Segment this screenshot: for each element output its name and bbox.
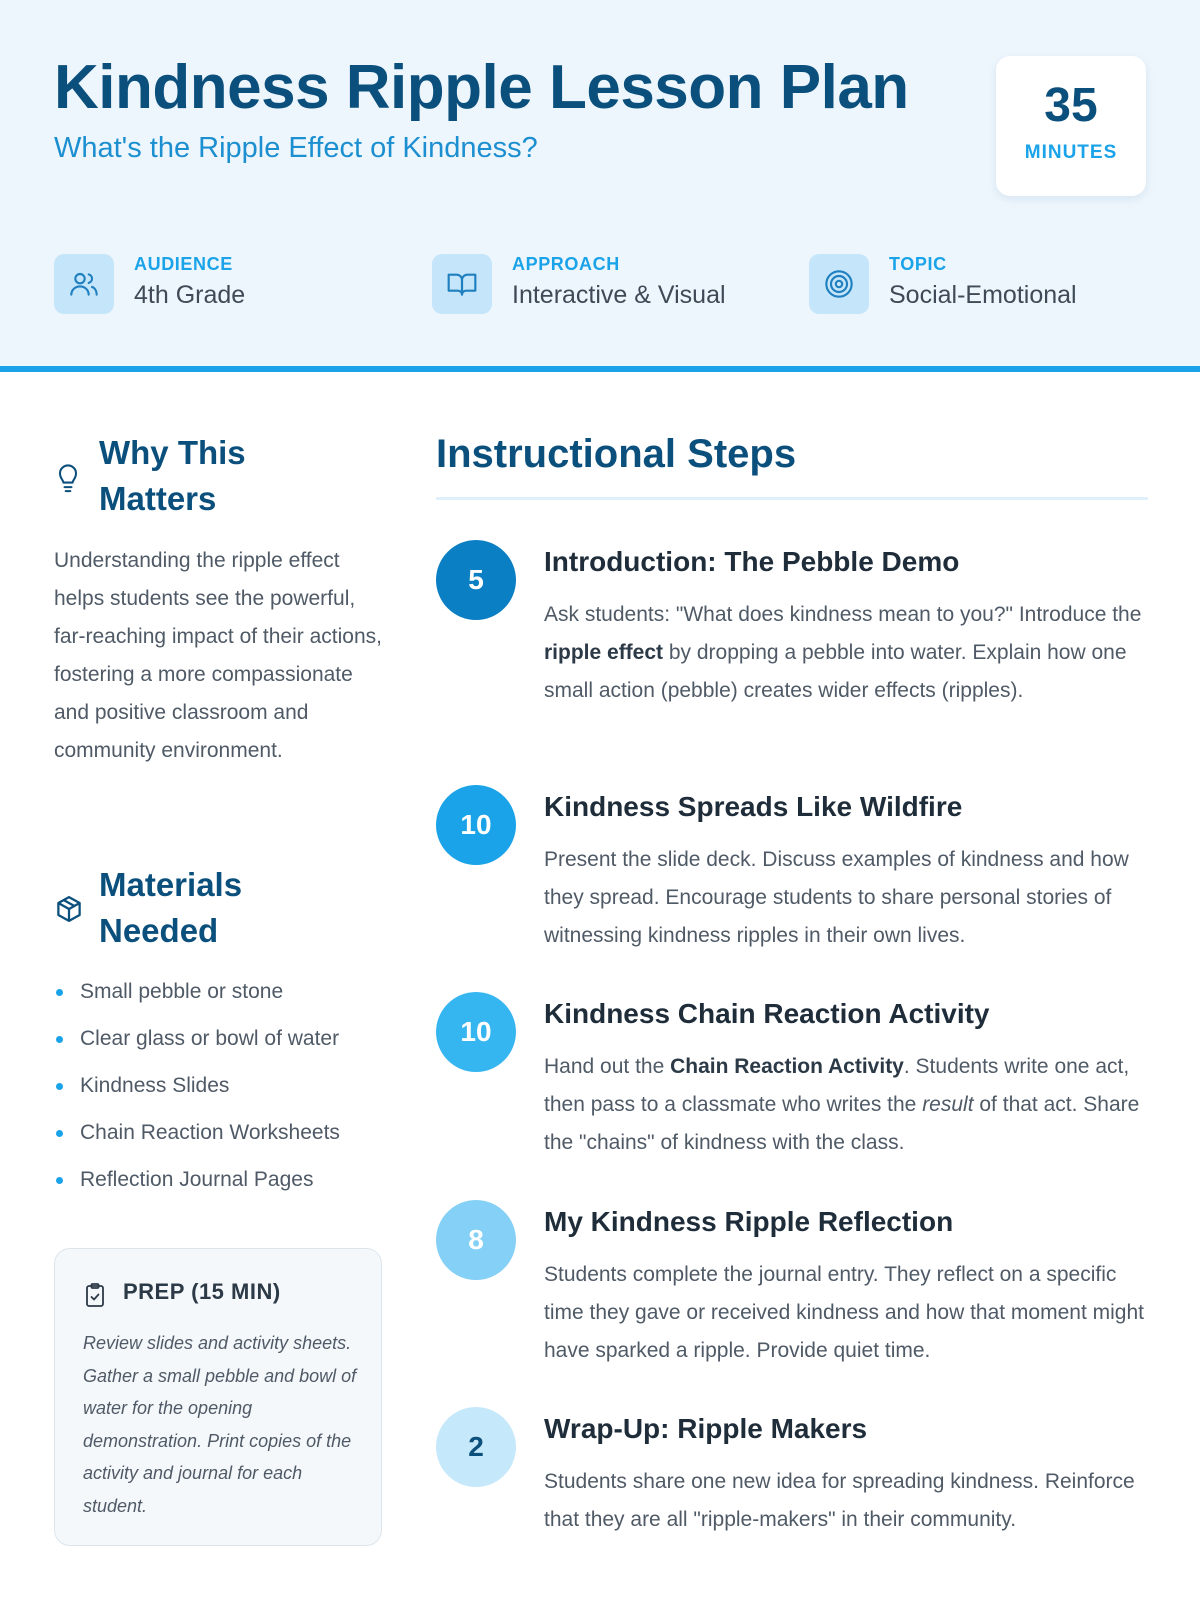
step-title: Introduction: The Pebble Demo (544, 546, 960, 577)
list-item: Reflection Journal Pages (54, 1160, 340, 1207)
meta-audience-value: 4th Grade (134, 281, 246, 309)
lightbulb-icon (54, 462, 82, 499)
box-icon (54, 894, 84, 929)
materials-list (54, 972, 340, 1207)
page-subtitle: What's the Ripple Effect of Kindness? (54, 132, 538, 164)
step-description: Present the slide deck. Discuss examples of kindness and how they spread. Encourage students to share personal stories of witnessing kindness ripples in their own lives. (544, 848, 1129, 947)
emphasis-text: ripple effect (544, 641, 664, 664)
step-title: Kindness Chain Reaction Activity (544, 998, 990, 1029)
step-minutes-badge: 2 (436, 1407, 516, 1487)
users-icon (54, 254, 114, 314)
emphasis-text: result (922, 1093, 974, 1116)
step-description: Students complete the journal entry. They reflect on a specific time they gave or received kindness and how that moment might have sparked a ripple. Provide quiet time. (544, 1263, 1144, 1362)
step-minutes-badge: 8 (436, 1200, 516, 1280)
step-title: Wrap-Up: Ripple Makers (544, 1413, 868, 1444)
step-description: Hand out the Chain Reaction Activity. Students write one act, then pass to a classmate who writes the result of that act. Share the "chains" of kindness with the class. (544, 1055, 1140, 1154)
list-item: Clear glass or bowl of water (54, 1019, 340, 1066)
steps-heading: Instructional Steps (436, 432, 797, 476)
materials-heading: Materials Needed (99, 866, 243, 949)
emphasis-text: Chain Reaction Activity (670, 1055, 904, 1078)
lesson-header (0, 0, 1200, 372)
meta-topic-value: Social-Emotional (889, 281, 1077, 309)
step-description: Ask students: "What does kindness mean to you?" Introduce the ripple effect by dropping a pebble into water. Explain how one small action (pebble) creates wider effects (ripples). (544, 603, 1142, 702)
why-heading: Why This Matters (99, 434, 246, 517)
target-icon (809, 254, 869, 314)
step-description: Students share one new idea for spreading kindness. Reinforce that they are all "ripple-makers" in their community. (544, 1470, 1135, 1531)
prep-text: Review slides and activity sheets. Gather a small pebble and bowl of water for the opening demonstration. Print copies of the activity and journal for each student. (83, 1333, 357, 1516)
step-title: My Kindness Ripple Reflection (544, 1206, 954, 1237)
duration-card (996, 56, 1146, 196)
meta-approach-label: APPROACH (512, 254, 620, 274)
meta-audience-label: AUDIENCE (134, 254, 233, 274)
list-item: Small pebble or stone (54, 972, 340, 1019)
prep-title: PREP (15 MIN) (123, 1279, 281, 1304)
duration-value: 35 (1044, 79, 1098, 132)
meta-topic-label: TOPIC (889, 254, 947, 274)
steps-divider (436, 497, 1148, 500)
step-minutes-badge: 5 (436, 540, 516, 620)
page-title: Kindness Ripple Lesson Plan (54, 53, 909, 122)
why-text: Understanding the ripple effect helps students see the powerful, far-reaching impact of their actions, fostering a more compassionate and positive classroom and community environment. (54, 549, 382, 762)
list-item: Kindness Slides (54, 1066, 340, 1113)
list-item: Chain Reaction Worksheets (54, 1113, 340, 1160)
step-title: Kindness Spreads Like Wildfire (544, 791, 963, 822)
meta-approach-value: Interactive & Visual (512, 281, 726, 309)
book-open-icon (432, 254, 492, 314)
step-minutes-badge: 10 (436, 785, 516, 865)
clipboard-check-icon (83, 1282, 107, 1313)
step-minutes-badge: 10 (436, 992, 516, 1072)
prep-card (54, 1248, 382, 1546)
duration-unit: MINUTES (1024, 142, 1118, 163)
